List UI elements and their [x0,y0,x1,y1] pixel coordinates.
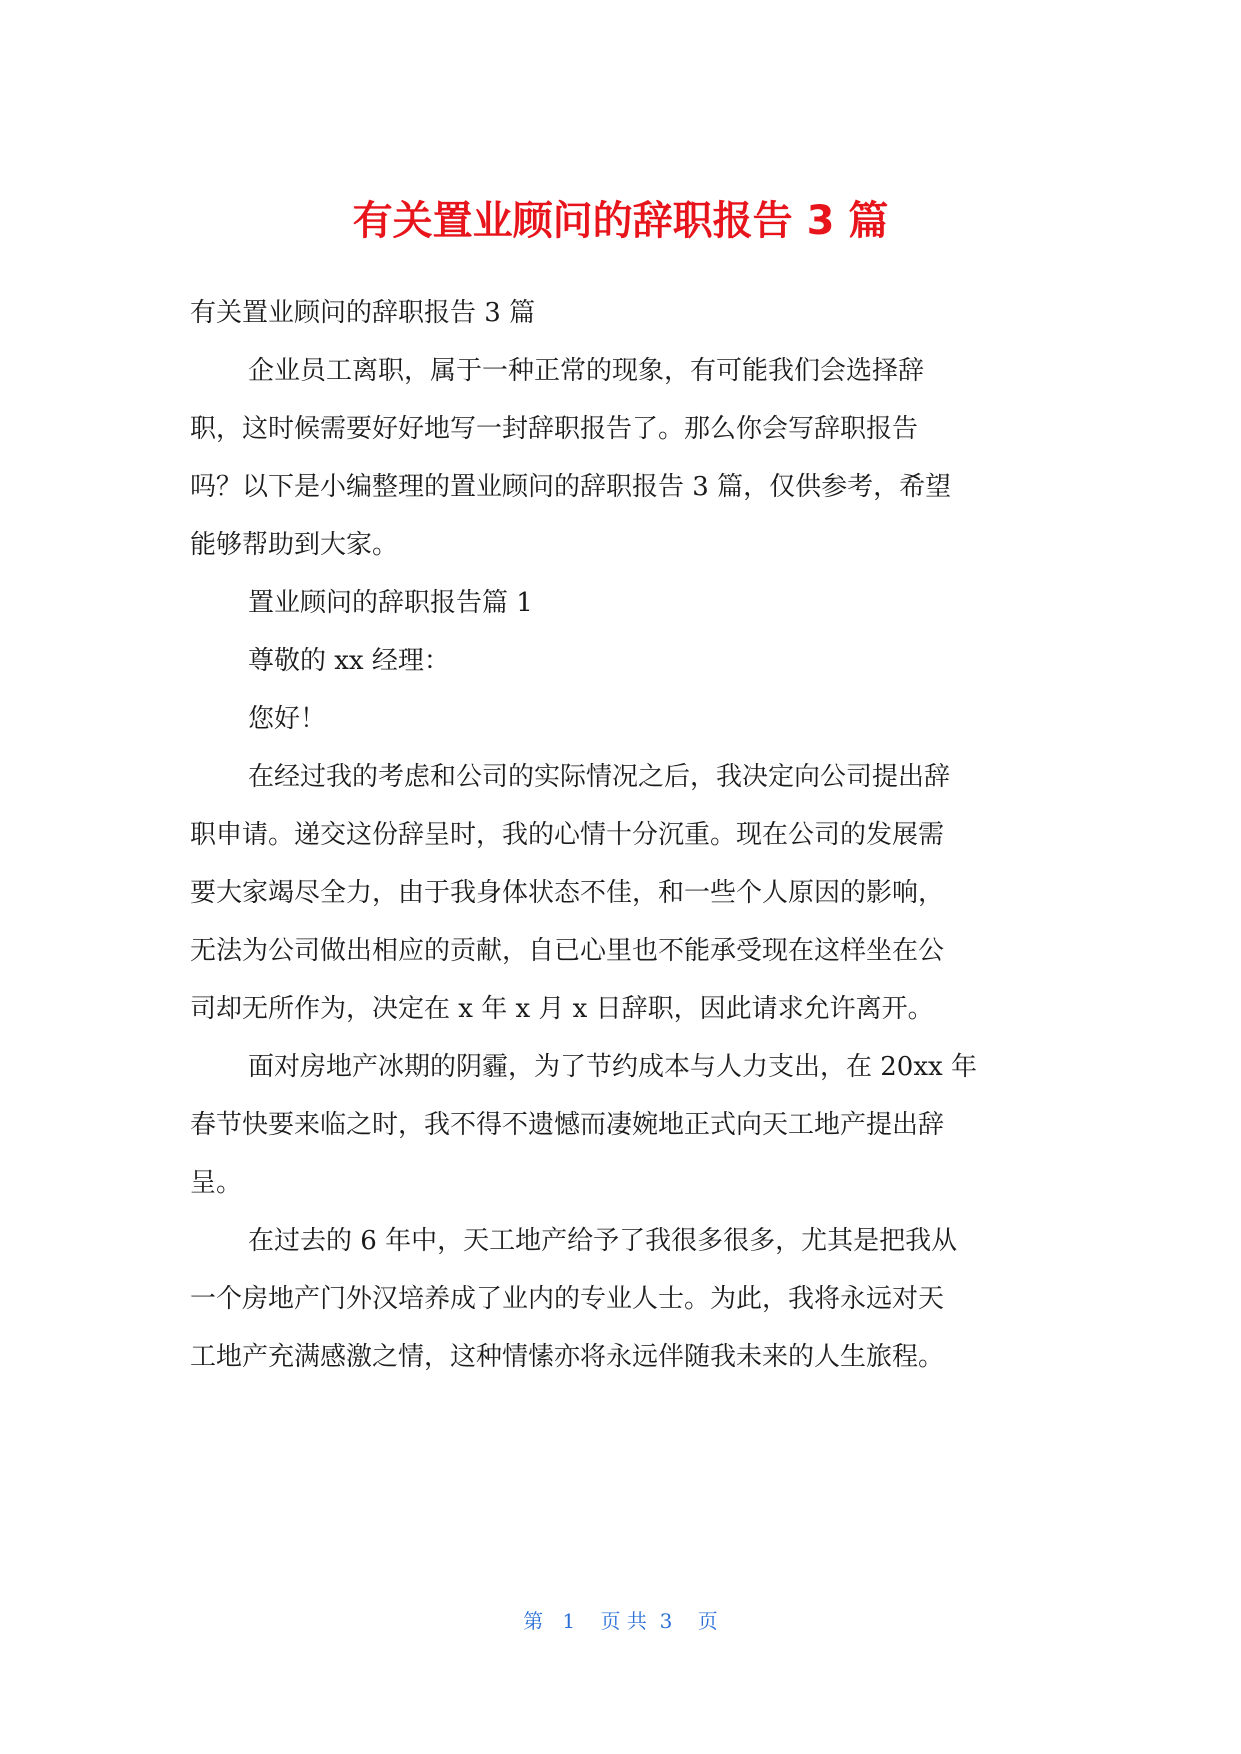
paragraph-line: 工地产充满感激之情，这种情愫亦将永远伴随我未来的人生旅程。 [190,1342,945,1372]
paragraph-line: 能够帮助到大家。 [190,530,399,560]
page-footer: 第 1 页 共 3 页 [523,1609,718,1633]
section-heading: 置业顾问的辞职报告篇 1 [248,588,533,618]
paragraph-line: 职申请。递交这份辞呈时，我的心情十分沉重。现在公司的发展需 [190,820,945,850]
subtitle-line: 有关置业顾问的辞职报告 3 篇 [190,298,536,328]
paragraph-line: 在经过我的考虑和公司的实际情况之后，我决定向公司提出辞 [248,762,951,792]
greeting-line: 您好！ [248,704,327,734]
paragraph-line: 呈。 [190,1168,243,1198]
paragraph-line: 吗？以下是小编整理的置业顾问的辞职报告 3 篇，仅供参考，希望 [190,472,952,502]
paragraph-line: 职，这时候需要好好地写一封辞职报告了。那么你会写辞职报告 [190,414,919,444]
paragraph-line: 一个房地产门外汉培养成了业内的专业人士。为此，我将永远对天 [190,1284,945,1314]
paragraph-line: 无法为公司做出相应的贡献，自已心里也不能承受现在这样坐在公 [190,936,945,966]
paragraph-line: 企业员工离职，属于一种正常的现象，有可能我们会选择辞 [248,356,925,386]
paragraph-line: 在过去的 6 年中，天工地产给予了我很多很多，尤其是把我从 [248,1226,958,1256]
paragraph-line: 面对房地产冰期的阴霾，为了节约成本与人力支出，在 20xx 年 [248,1052,977,1082]
salutation-line: 尊敬的 xx 经理： [248,646,450,676]
paragraph-line: 司却无所作为，决定在 x 年 x 月 x 日辞职，因此请求允许离开。 [190,994,934,1024]
paragraph-line: 要大家竭尽全力，由于我身体状态不佳，和一些个人原因的影响， [190,878,945,908]
document-title: 有关置业顾问的辞职报告 3 篇 [352,198,889,244]
paragraph-line: 春节快要来临之时，我不得不遗憾而凄婉地正式向天工地产提出辞 [190,1110,945,1140]
